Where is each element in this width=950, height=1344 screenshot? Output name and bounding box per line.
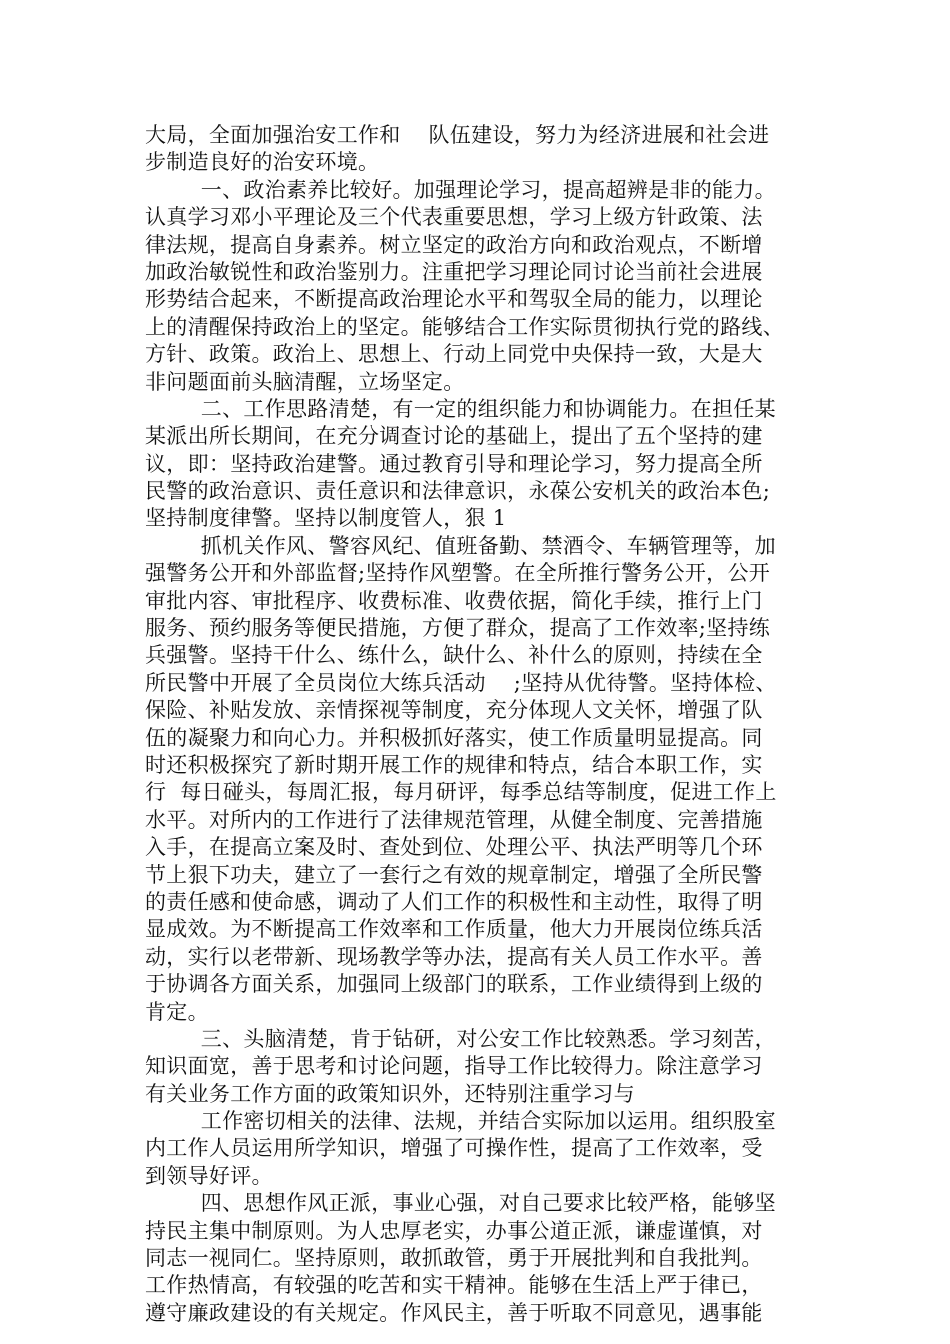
- text-line: 节上狠下功夫，建立了一套行之有效的规章制定，增强了全所民警: [145, 862, 763, 887]
- text-line: 显成效。为不断提高工作效率和工作质量，他大力开展岗位练兵活: [145, 917, 763, 942]
- text-line: 某派出所长期间，在充分调查讨论的基础上，提出了五个坚持的建: [145, 424, 763, 449]
- text-line: 三、头脑清楚，肯于钻研，对公安工作比较熟悉。学习刻苦，: [145, 1026, 776, 1051]
- text-line: 强警务公开和外部监督;坚持作风塑警。在全所推行警务公开，公开: [145, 561, 771, 586]
- text-line: 有关业务工作方面的政策知识外，还特别注重学习与: [145, 1081, 635, 1106]
- text-line: 律法规，提高自身素养。树立坚定的政治方向和政治观点，不断增: [145, 232, 763, 257]
- text-line: 动，实行以老带新、现场教学等办法，提高有关人员工作水平。善: [145, 944, 763, 969]
- text-line: 抓机关作风、警容风纪、值班备勤、禁酒令、车辆管理等，加: [145, 533, 776, 558]
- text-line: 到领导好评。: [145, 1163, 273, 1188]
- text-line: 二、工作思路清楚，有一定的组织能力和协调能力。在担任某: [145, 396, 776, 421]
- text-line: 四、思想作风正派，事业心强，对自己要求比较严格，能够坚: [145, 1191, 776, 1216]
- text-line: 时还积极探究了新时期开展工作的规律和特点，结合本职工作，实: [145, 752, 763, 777]
- text-line: 遵守廉政建设的有关规定。作风民主，善于听取不同意见，遇事能: [145, 1300, 763, 1325]
- text-line: 非问题面前头脑清醒，立场坚定。: [145, 369, 465, 394]
- text-line: 入手，在提高立案及时、查处到位、处理公平、执法严明等几个环: [145, 835, 763, 860]
- text-line: 步制造良好的治安环境。: [145, 150, 380, 175]
- text-line: 审批内容、审批程序、收费标准、收费依据，简化手续，推行上门: [145, 588, 763, 613]
- text-line: 形势结合起来，不断提高政治理论水平和驾驭全局的能力，以理论: [145, 287, 763, 312]
- text-line: 兵强警。坚持干什么、练什么，缺什么、补什么的原则，持续在全: [145, 643, 763, 668]
- text-line: 工作热情高，有较强的吃苦和实干精神。能够在生活上严于律已，: [145, 1273, 763, 1298]
- text-line: 所民警中开展了全员岗位大练兵活动 ;坚持从优待警。坚持体检、: [145, 670, 777, 695]
- text-line: 保险、补贴发放、亲情探视等制度，充分体现人文关怀，增强了队: [145, 698, 763, 723]
- text-line: 同志一视同仁。坚持原则，敢抓敢管，勇于开展批判和自我批判。: [145, 1246, 763, 1271]
- text-line: 伍的凝聚力和向心力。并积极抓好落实，使工作质量明显提高。同: [145, 725, 763, 750]
- text-line: 持民主集中制原则。为人忠厚老实，办事公道正派，谦虚谨慎，对: [145, 1218, 763, 1243]
- text-line: 水平。对所内的工作进行了法律规范管理，从健全制度、完善措施: [145, 807, 763, 832]
- text-line: 民警的政治意识、责任意识和法律意识，永葆公安机关的政治本色;: [145, 479, 771, 504]
- text-line: 大局，全面加强治安工作和 队伍建设，努力为经济进展和社会进: [145, 123, 770, 147]
- text-line: 肯定。: [145, 999, 209, 1024]
- text-line: 服务、预约服务等便民措施，方便了群众，提高了工作效率;坚持练: [145, 616, 771, 641]
- document-body: [145, 122, 825, 1327]
- text-line: 的责任感和使命感，调动了人们工作的积极性和主动性，取得了明: [145, 889, 763, 914]
- text-line: 方针、政策。政治上、思想上、行动上同党中央保持一致，大是大: [145, 342, 763, 367]
- text-line: 内工作人员运用所学知识，增强了可操作性，提高了工作效率，受: [145, 1136, 763, 1161]
- text-line: 一、政治素养比较好。加强理论学习，提高超辨是非的能力。: [145, 177, 776, 202]
- text-line: 上的清醒保持政治上的坚定。能够结合工作实际贯彻执行党的路线、: [145, 314, 784, 339]
- text-line: 行 每日碰头，每周汇报，每月研评，每季总结等制度，促进工作上: [145, 780, 777, 805]
- text-line: 工作密切相关的法律、法规，并结合实际加以运用。组织股室: [145, 1109, 776, 1134]
- text-line: 议，即：坚持政治建警。通过教育引导和理论学习，努力提高全所: [145, 451, 763, 476]
- text-line: 认真学习邓小平理论及三个代表重要思想，学习上级方针政策、法: [145, 205, 763, 230]
- text-line: 于协调各方面关系，加强同上级部门的联系，工作业绩得到上级的: [145, 972, 763, 997]
- text-line: 坚持制度律警。坚持以制度管人，狠 1: [145, 506, 507, 531]
- text-line: 知识面宽，善于思考和讨论问题，指导工作比较得力。除注意学习: [145, 1054, 763, 1079]
- text-line: 加政治敏锐性和政治鉴别力。注重把学习理论同讨论当前社会进展: [145, 259, 763, 284]
